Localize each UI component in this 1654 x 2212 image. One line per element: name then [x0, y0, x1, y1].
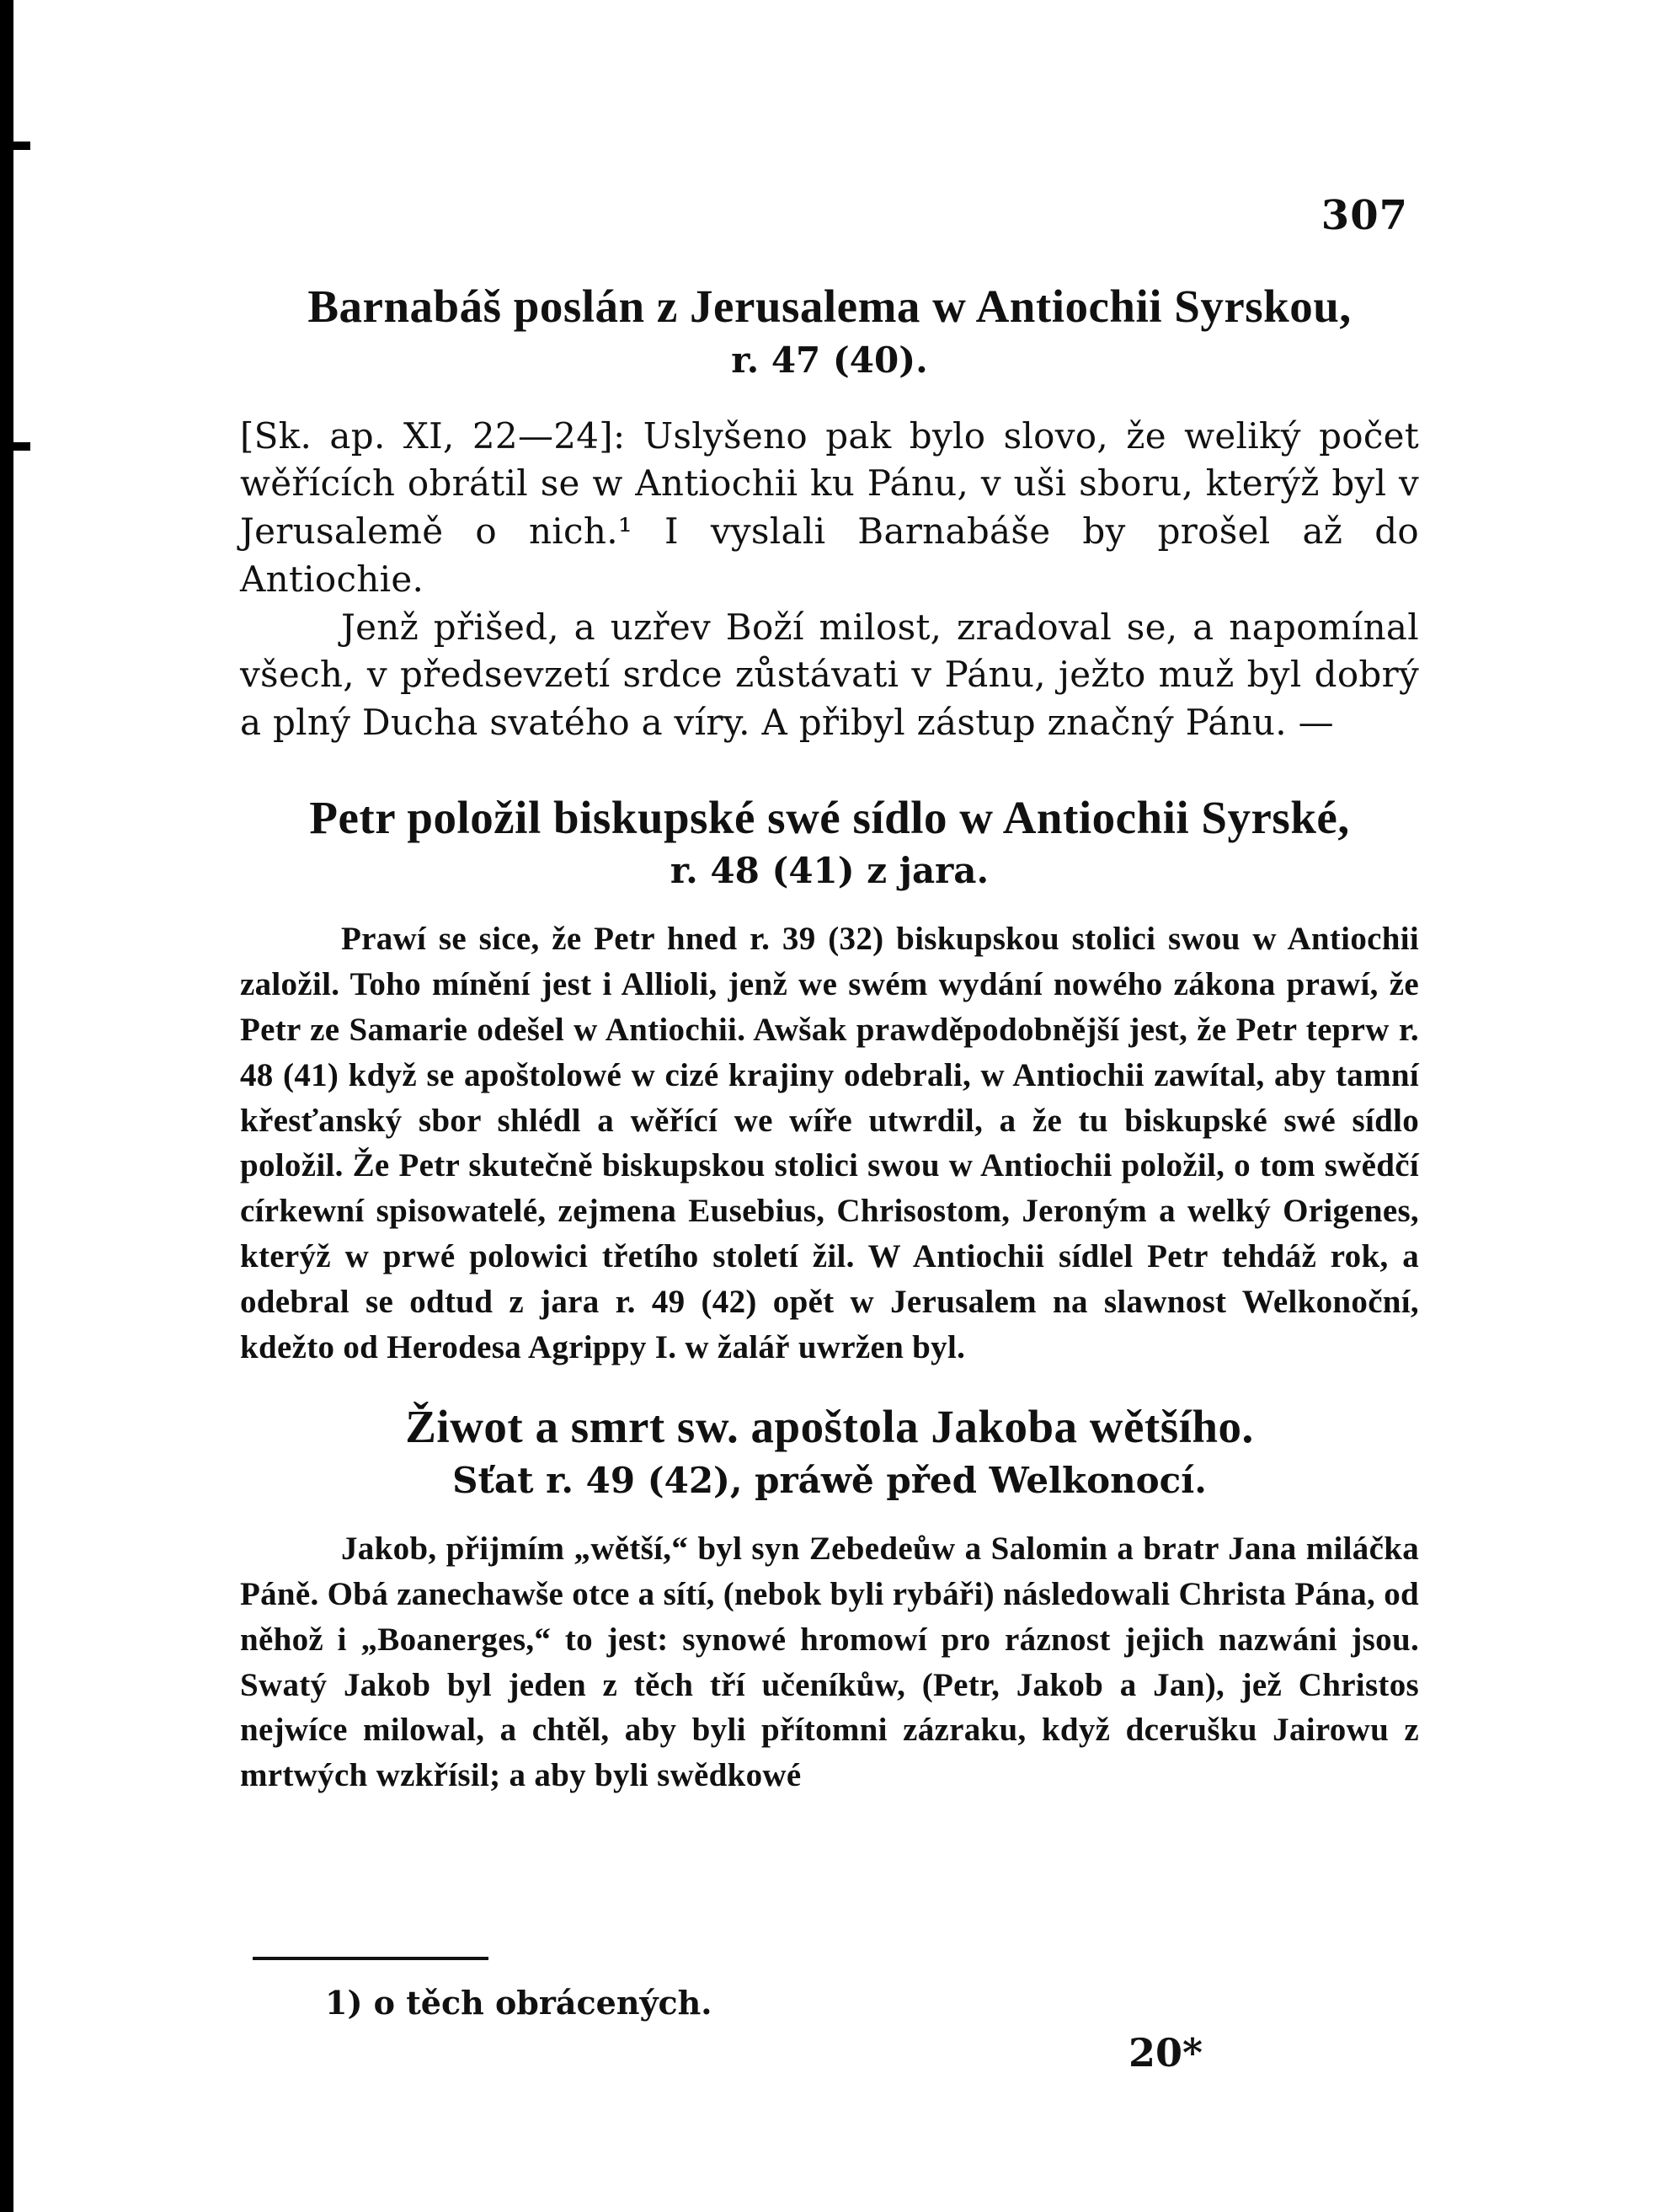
page-binding-edge — [0, 0, 13, 2212]
page-number: 307 — [1321, 192, 1408, 239]
section-paragraph: [Sk. ap. XI, 22—24]: Uslyšeno pak bylo slovo, že weliký počet wěřících obrátil se w Antiochii ku Pánu, v uši sboru, kterýž byl v Jerusalemě o nich.¹ I vyslali Barnabáše by prošel až do Antiochie. — [240, 414, 1419, 600]
binding-notch — [13, 142, 30, 150]
binding-notch — [13, 442, 30, 451]
section-date: Sťat r. 49 (42), práwě před Welkonocí. — [452, 1460, 1207, 1502]
section-paragraph: Prawí se sice, že Petr hned r. 39 (32) biskupskou stolici swou w Antiochii založil. Toho mínění jest i Allioli, jenž we swém wydání nowého zákona prawí, že Petr ze Samarie odešel w Antiochii. Awšak prawděpodobnější jest, že Petr teprw r. 48 (41) když se apoštolowé w cizé krajiny odebrali, w Antiochii zawítal, aby tamní křesťanský sbor shlédl a wěřící we wíře utwrdil, a že tu biskupské swé sídlo položil. Že Petr skutečně biskupskou stolici swou w Antiochii položil, o tom swědčí církewní spisowatelé, zejmena Eusebius, Chrisostom, Jeroným a welký Origenes, kterýž w prwé polowici třetího století žil. W Antiochii sídlel Petr tehdáž rok, a odebral se odtud z jara r. 49 (42) opět w Jerusalem na slawnost Welkonoční, kdežto od Herodesa Agrippy I. w žalář uwržen byl. — [240, 921, 1419, 1365]
section-date: r. 48 (41) z jara. — [670, 850, 990, 892]
section-heading: Žiwot a smrt sw. apoštola Jakoba wětšího. — [405, 1401, 1254, 1453]
signature-mark: 20* — [1128, 2030, 1203, 2076]
section-paragraph: Jenž přišed, a uzřev Boží milost, zradoval se, a napomínal všech, v předsevzetí srdce zůstávati v Pánu, ježto muž byl dobrý a plný Ducha svatého a víry. A přibyl zástup značný Pánu. — — [240, 606, 1419, 743]
section-paragraph: Jakob, přijmím „wětší,“ byl syn Zebedeůw a Salomin a bratr Jana miláčka Páně. Obá zanechawše otce a sítí, (nebok byli rybáři) následowali Christa Pána, od něhož i „Boanerges,“ to jest: synowé hromowí pro ráznost jejich nazwáni jsou. Swatý Jakob byl jeden z těch tří učeníkůw, (Petr, Jakob a Jan), jež Christos nejwíce milowal, a chtěl, aby byli přítomni zázraku, když dcerušku Jairowu z mrtwých wzkřísil; a aby byli swědkowé — [240, 1531, 1419, 1794]
section-date: r. 47 (40). — [731, 339, 928, 381]
page-body — [240, 278, 1419, 1798]
footnote: 1) o těch obrácených. — [325, 1984, 712, 2022]
section-heading: Barnabáš poslán z Jerusalema w Antiochii Syrskou, — [307, 281, 1352, 332]
footnote-rule — [253, 1957, 488, 1960]
section-heading: Petr položil biskupské swé sídlo w Antiochii Syrské, — [309, 791, 1350, 843]
